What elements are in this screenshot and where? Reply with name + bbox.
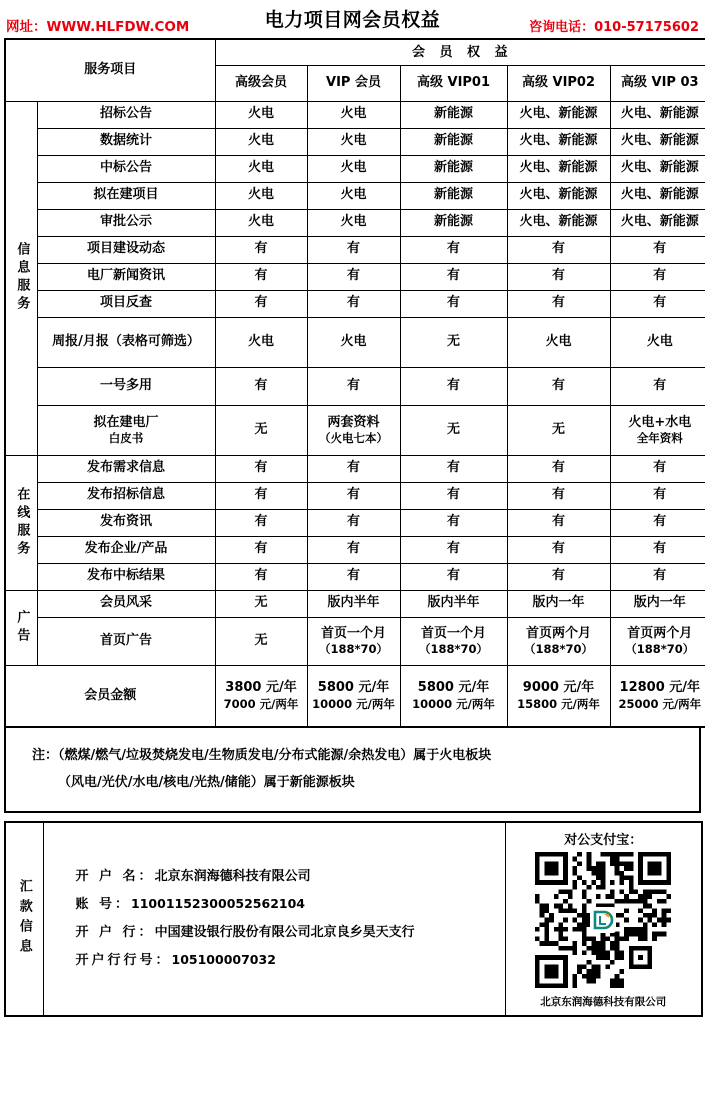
bank-field bbox=[76, 947, 505, 975]
table-row bbox=[5, 209, 705, 236]
group-label: 在线服务 bbox=[5, 455, 37, 590]
table-row bbox=[5, 182, 705, 209]
benefit-cell-plan-5: 有 bbox=[610, 236, 705, 263]
price-row bbox=[5, 665, 705, 727]
bank-field-label: 账 号： bbox=[75, 896, 132, 912]
header-service-item: 服务项目 bbox=[5, 39, 215, 101]
bank-field-value: 11001152300052562104 bbox=[131, 895, 305, 911]
table-row bbox=[5, 155, 705, 182]
benefit-cell-plan-3: 有 bbox=[400, 367, 507, 405]
service-item-name: 审批公示 bbox=[37, 209, 215, 236]
service-item-name: 一号多用 bbox=[37, 367, 215, 405]
bank-field-label: 开 户 名： bbox=[75, 868, 155, 884]
header-member-rights: 会 员 权 益 bbox=[215, 39, 705, 66]
benefit-cell-plan-4: 有 bbox=[507, 367, 610, 405]
benefit-cell-plan-1: 有 bbox=[215, 455, 307, 482]
benefit-cell-plan-4: 有 bbox=[507, 263, 610, 290]
header-plan-5: 高级 VIP 03 bbox=[610, 66, 705, 101]
table-row bbox=[5, 405, 705, 455]
service-item-name: 电厂新闻资讯 bbox=[37, 263, 215, 290]
bank-field bbox=[76, 891, 505, 919]
bank-field-label: 开 户 行： bbox=[75, 924, 155, 940]
benefit-cell-plan-2: 火电 bbox=[307, 317, 400, 367]
price-cell-plan-2: 5800 元/年 10000 元/两年 bbox=[307, 665, 400, 727]
benefit-cell-plan-1: 火电 bbox=[215, 182, 307, 209]
benefit-cell-plan-4: 首页两个月 （188*70） bbox=[507, 617, 610, 665]
benefit-cell-plan-2: 火电 bbox=[307, 128, 400, 155]
page-title: 电力项目网会员权益 bbox=[264, 9, 441, 31]
benefit-cell-plan-5: 首页两个月 （188*70） bbox=[610, 617, 705, 665]
table-row bbox=[5, 482, 705, 509]
benefit-cell-plan-4: 火电、新能源 bbox=[507, 128, 610, 155]
benefit-cell-plan-1: 火电 bbox=[215, 128, 307, 155]
table-row bbox=[5, 290, 705, 317]
benefit-cell-plan-1: 火电 bbox=[215, 317, 307, 367]
qr-title: 对公支付宝： bbox=[564, 832, 643, 848]
price-row-label: 会员金额 bbox=[5, 665, 215, 727]
benefit-cell-plan-2: 版内半年 bbox=[307, 590, 400, 617]
benefit-cell-plan-4: 火电、新能源 bbox=[507, 155, 610, 182]
benefit-cell-plan-3: 有 bbox=[400, 236, 507, 263]
bank-info bbox=[43, 822, 505, 1016]
benefit-cell-plan-5: 火电、新能源 bbox=[610, 128, 705, 155]
benefit-cell-plan-5: 火电、新能源 bbox=[610, 182, 705, 209]
benefit-cell-plan-4: 火电、新能源 bbox=[507, 182, 610, 209]
benefit-cell-plan-2: 有 bbox=[307, 263, 400, 290]
table-header-row-1 bbox=[5, 39, 705, 66]
site-url[interactable]: 网址：WWW.HLFDW.COM bbox=[6, 19, 190, 35]
page-header bbox=[0, 0, 705, 38]
benefit-cell-plan-5: 火电、新能源 bbox=[610, 101, 705, 128]
note-line-2: （风电/光伏/水电/核电/光热/储能）属于新能源板块 bbox=[58, 775, 355, 791]
benefit-cell-plan-3: 新能源 bbox=[400, 182, 507, 209]
bank-field-value: 105100007032 bbox=[171, 951, 276, 967]
benefit-cell-plan-2: 首页一个月 （188*70） bbox=[307, 617, 400, 665]
benefit-cell-plan-2: 有 bbox=[307, 367, 400, 405]
table-row bbox=[5, 101, 705, 128]
benefit-cell-plan-5: 有 bbox=[610, 563, 705, 590]
benefit-cell-plan-4: 版内一年 bbox=[507, 590, 610, 617]
benefit-cell-plan-1: 有 bbox=[215, 236, 307, 263]
qr-company-name: 北京东润海德科技有限公司 bbox=[540, 995, 667, 1008]
benefit-cell-plan-4: 有 bbox=[507, 455, 610, 482]
table-row bbox=[5, 263, 705, 290]
service-item-name: 周报/月报（表格可筛选） bbox=[37, 317, 215, 367]
benefit-cell-plan-5: 火电 bbox=[610, 317, 705, 367]
service-item-name: 招标公告 bbox=[37, 101, 215, 128]
service-item-name: 会员风采 bbox=[37, 590, 215, 617]
qr-cell bbox=[505, 822, 702, 1016]
benefit-cell-plan-5: 有 bbox=[610, 536, 705, 563]
benefit-cell-plan-1: 火电 bbox=[215, 209, 307, 236]
benefit-cell-plan-1: 有 bbox=[215, 482, 307, 509]
remittance-table bbox=[4, 821, 703, 1017]
benefit-cell-plan-3: 新能源 bbox=[400, 101, 507, 128]
service-item-name: 发布需求信息 bbox=[37, 455, 215, 482]
benefit-cell-plan-1: 有 bbox=[215, 263, 307, 290]
benefit-cell-plan-2: 有 bbox=[307, 482, 400, 509]
benefit-cell-plan-3: 有 bbox=[400, 263, 507, 290]
qr-code[interactable] bbox=[535, 852, 671, 988]
remittance-label: 汇款信息 bbox=[5, 822, 43, 1016]
table-row bbox=[5, 236, 705, 263]
group-label: 信息服务 bbox=[5, 101, 37, 455]
header-plan-4: 高级 VIP02 bbox=[507, 66, 610, 101]
service-item-name: 项目建设动态 bbox=[37, 236, 215, 263]
benefit-cell-plan-4: 有 bbox=[507, 482, 610, 509]
benefit-cell-plan-1: 有 bbox=[215, 563, 307, 590]
benefit-cell-plan-3: 无 bbox=[400, 317, 507, 367]
service-item-name: 发布资讯 bbox=[37, 509, 215, 536]
bank-field bbox=[76, 863, 505, 891]
benefit-cell-plan-2: 火电 bbox=[307, 182, 400, 209]
benefit-cell-plan-4: 有 bbox=[507, 290, 610, 317]
benefit-cell-plan-5: 有 bbox=[610, 263, 705, 290]
service-item-name: 中标公告 bbox=[37, 155, 215, 182]
benefit-cell-plan-2: 有 bbox=[307, 290, 400, 317]
benefit-cell-plan-5: 有 bbox=[610, 367, 705, 405]
benefit-cell-plan-3: 无 bbox=[400, 405, 507, 455]
table-row bbox=[5, 317, 705, 367]
benefit-cell-plan-3: 新能源 bbox=[400, 128, 507, 155]
benefits-table bbox=[4, 38, 705, 728]
benefit-cell-plan-5: 有 bbox=[610, 290, 705, 317]
benefit-cell-plan-5: 有 bbox=[610, 455, 705, 482]
benefit-cell-plan-1: 无 bbox=[215, 405, 307, 455]
benefit-cell-plan-3: 有 bbox=[400, 536, 507, 563]
benefit-cell-plan-1: 有 bbox=[215, 290, 307, 317]
header-plan-2: VIP 会员 bbox=[307, 66, 400, 101]
benefit-cell-plan-1: 无 bbox=[215, 617, 307, 665]
benefit-cell-plan-1: 有 bbox=[215, 367, 307, 405]
table-row bbox=[5, 367, 705, 405]
benefit-cell-plan-5: 版内一年 bbox=[610, 590, 705, 617]
benefit-cell-plan-3: 有 bbox=[400, 482, 507, 509]
benefit-cell-plan-1: 有 bbox=[215, 509, 307, 536]
benefit-cell-plan-2: 有 bbox=[307, 563, 400, 590]
service-item-name: 发布招标信息 bbox=[37, 482, 215, 509]
table-row bbox=[5, 509, 705, 536]
benefit-cell-plan-3: 有 bbox=[400, 455, 507, 482]
benefit-cell-plan-2: 火电 bbox=[307, 155, 400, 182]
header-plan-3: 高级 VIP01 bbox=[400, 66, 507, 101]
benefit-cell-plan-2: 火电 bbox=[307, 209, 400, 236]
service-item-name: 发布中标结果 bbox=[37, 563, 215, 590]
table-row bbox=[5, 563, 705, 590]
contact-phone: 咨询电话：010-57175602 bbox=[529, 20, 699, 35]
price-cell-plan-3: 5800 元/年 10000 元/两年 bbox=[400, 665, 507, 727]
benefit-cell-plan-2: 有 bbox=[307, 509, 400, 536]
benefit-cell-plan-3: 首页一个月 （188*70） bbox=[400, 617, 507, 665]
table-row bbox=[5, 536, 705, 563]
service-item-name: 数据统计 bbox=[37, 128, 215, 155]
bank-field-value: 中国建设银行股份有限公司北京良乡昊天支行 bbox=[154, 924, 415, 940]
benefit-cell-plan-5: 火电、新能源 bbox=[610, 155, 705, 182]
benefit-cell-plan-4: 火电、新能源 bbox=[507, 209, 610, 236]
benefit-cell-plan-4: 无 bbox=[507, 405, 610, 455]
notes-block bbox=[4, 728, 701, 813]
benefit-cell-plan-4: 有 bbox=[507, 236, 610, 263]
service-item-name: 拟在建电厂 白皮书 bbox=[37, 405, 215, 455]
benefit-cell-plan-2: 有 bbox=[307, 536, 400, 563]
benefit-cell-plan-4: 有 bbox=[507, 563, 610, 590]
benefit-cell-plan-1: 火电 bbox=[215, 155, 307, 182]
benefit-cell-plan-1: 无 bbox=[215, 590, 307, 617]
benefit-cell-plan-4: 有 bbox=[507, 509, 610, 536]
price-cell-plan-1: 3800 元/年 7000 元/两年 bbox=[215, 665, 307, 727]
benefit-cell-plan-2: 两套资料 （火电七本） bbox=[307, 405, 400, 455]
benefit-cell-plan-2: 有 bbox=[307, 455, 400, 482]
qr-logo-icon bbox=[590, 907, 616, 933]
table-row bbox=[5, 617, 705, 665]
price-cell-plan-5: 12800 元/年 25000 元/两年 bbox=[610, 665, 705, 727]
service-item-name: 拟在建项目 bbox=[37, 182, 215, 209]
benefit-cell-plan-5: 火电+水电 全年资料 bbox=[610, 405, 705, 455]
table-row bbox=[5, 590, 705, 617]
benefit-cell-plan-5: 有 bbox=[610, 482, 705, 509]
benefit-cell-plan-1: 火电 bbox=[215, 101, 307, 128]
header-plan-1: 高级会员 bbox=[215, 66, 307, 101]
service-item-name: 发布企业/产品 bbox=[37, 536, 215, 563]
table-row bbox=[5, 128, 705, 155]
benefit-cell-plan-4: 火电 bbox=[507, 317, 610, 367]
benefit-cell-plan-5: 有 bbox=[610, 509, 705, 536]
bank-field bbox=[76, 919, 505, 947]
benefit-cell-plan-5: 火电、新能源 bbox=[610, 209, 705, 236]
benefit-cell-plan-3: 有 bbox=[400, 290, 507, 317]
group-label: 广告 bbox=[5, 590, 37, 665]
benefit-cell-plan-3: 有 bbox=[400, 509, 507, 536]
benefit-cell-plan-3: 版内半年 bbox=[400, 590, 507, 617]
benefit-cell-plan-4: 火电、新能源 bbox=[507, 101, 610, 128]
note-line-1: 注：（燃煤/燃气/垃圾焚烧发电/生物质发电/分布式能源/余热发电）属于火电板块 bbox=[32, 748, 492, 763]
benefit-cell-plan-3: 新能源 bbox=[400, 209, 507, 236]
benefit-cell-plan-2: 火电 bbox=[307, 101, 400, 128]
benefit-cell-plan-3: 有 bbox=[400, 563, 507, 590]
bank-field-value: 北京东润海德科技有限公司 bbox=[154, 868, 311, 884]
benefit-cell-plan-2: 有 bbox=[307, 236, 400, 263]
table-row bbox=[5, 455, 705, 482]
benefit-cell-plan-3: 新能源 bbox=[400, 155, 507, 182]
bank-field-label: 开户行行号： bbox=[75, 952, 172, 968]
service-item-name: 首页广告 bbox=[37, 617, 215, 665]
service-item-name: 项目反查 bbox=[37, 290, 215, 317]
benefit-cell-plan-4: 有 bbox=[507, 536, 610, 563]
price-cell-plan-4: 9000 元/年 15800 元/两年 bbox=[507, 665, 610, 727]
benefit-cell-plan-1: 有 bbox=[215, 536, 307, 563]
